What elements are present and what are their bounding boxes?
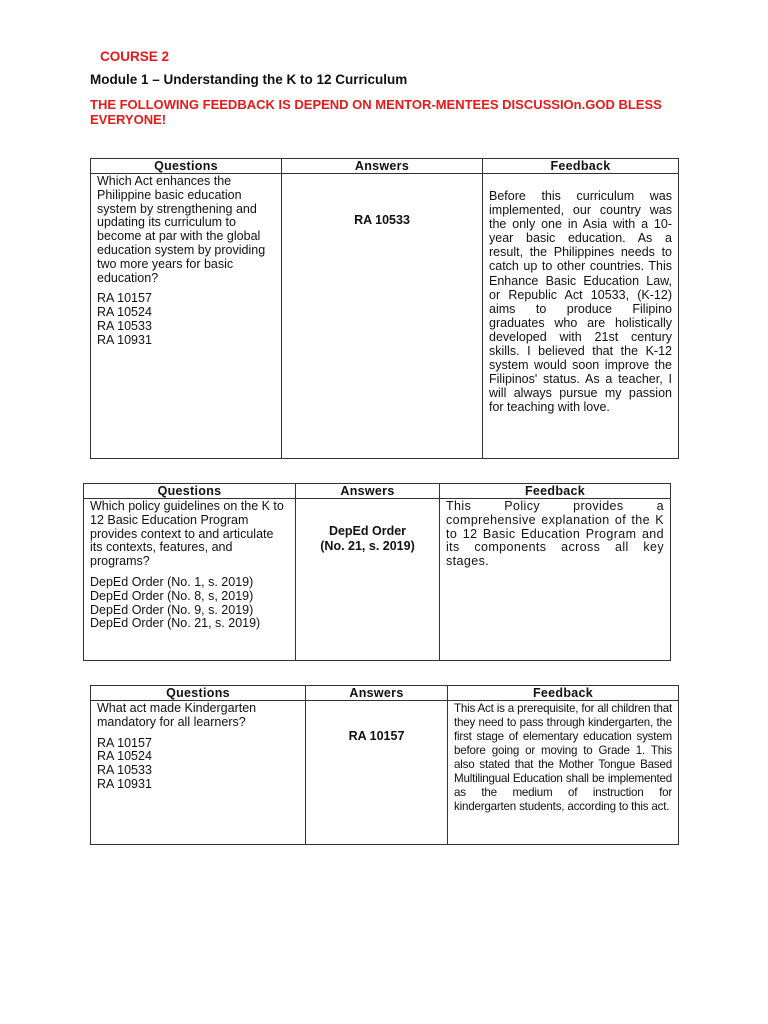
option-item: RA 10931: [97, 332, 152, 347]
option-item: RA 10157: [97, 291, 152, 306]
feedback-notice: THE FOLLOWING FEEDBACK IS DEPEND ON MENTOR-MENTEES DISCUSSIOn.GOD BLESS EVERYONE!: [90, 97, 662, 127]
table-row: [91, 701, 679, 845]
questions-header: Questions: [91, 159, 282, 174]
feedback-header: Feedback: [440, 484, 671, 499]
question-cell: [84, 499, 296, 661]
table-row: [84, 499, 671, 661]
table-header-row: [91, 686, 679, 701]
question-cell: [91, 701, 306, 845]
question-text: Which policy guidelines on the K to 12 Basic Education Program provides context to and articulate its contexts, features, and programs?: [90, 499, 284, 569]
qa-table-1: [90, 158, 679, 459]
answer-text: RA 10533: [354, 213, 410, 227]
feedback-text: Before this curriculum was implemented, our country was the only one in Asia with a 10-year basic education. As a result, the Philippines needs to catch up to other countries. This Enhance Basic Education Law, or Republic Act 10533, (K-12) aims to produce Filipino graduates who are holistically developed with 21st century skills. I believed that the K-12 system would soon improve the Filipinos' status. As a teacher, I will always pursue my passion for teaching with love.: [489, 189, 672, 415]
questions-header: Questions: [84, 484, 296, 499]
question-text: What act made Kindergarten mandatory for all learners?: [97, 701, 257, 729]
answer-cell: [282, 174, 483, 459]
option-item: RA 10524: [97, 749, 152, 764]
option-item: RA 10157: [97, 735, 152, 750]
table-header-row: [91, 159, 679, 174]
questions-header: Questions: [91, 686, 306, 701]
feedback-cell: [483, 174, 679, 459]
answer-text: RA 10157: [348, 729, 405, 743]
option-item: RA 10524: [97, 305, 152, 320]
feedback-header: Feedback: [448, 686, 679, 701]
answers-header: Answers: [282, 159, 483, 174]
answer-text: DepEd Order (No. 21, s. 2019): [320, 524, 415, 553]
option-item: DepEd Order (No. 1, s. 2019): [90, 574, 254, 589]
option-item: DepEd Order (No. 9, s. 2019): [90, 602, 254, 617]
question-cell: [91, 174, 282, 459]
answers-header: Answers: [306, 686, 448, 701]
option-item: RA 10533: [97, 318, 152, 333]
option-item: DepEd Order (No. 8, s, 2019): [90, 588, 254, 603]
question-text: Which Act enhances the Philippine basic education system by strengthening and updating its curriculum to become at par with the global education system by providing two more years for basic education?: [97, 174, 266, 285]
table-header-row: [84, 484, 671, 499]
qa-table-3: [90, 685, 679, 845]
module-title: Module 1 – Understanding the K to 12 Curriculum: [90, 72, 408, 87]
answer-cell: [296, 499, 440, 661]
course-label: COURSE 2: [100, 49, 170, 64]
qa-table-2: [83, 483, 671, 661]
feedback-text: This Act is a prerequisite, for all children that they need to pass through kindergarten, the first stage of elementary education system before going or moving to Grade 1. This also stated that the Mother Tongue Based Multilingual Education shall be implemented as the medium of instruction for kindergarten students, according to this act.: [454, 702, 672, 813]
answers-header: Answers: [296, 484, 440, 499]
feedback-header: Feedback: [483, 159, 679, 174]
option-item: RA 10931: [97, 776, 152, 791]
answer-cell: [306, 701, 448, 845]
feedback-text: This Policy provides a comprehensive explanation of the K to 12 Basic Education Program and its components across all key stages.: [446, 499, 664, 569]
option-item: DepEd Order (No. 21, s. 2019): [90, 616, 261, 631]
feedback-cell: [440, 499, 671, 661]
option-item: RA 10533: [97, 763, 152, 778]
table-row: [91, 174, 679, 459]
feedback-cell: [448, 701, 679, 845]
